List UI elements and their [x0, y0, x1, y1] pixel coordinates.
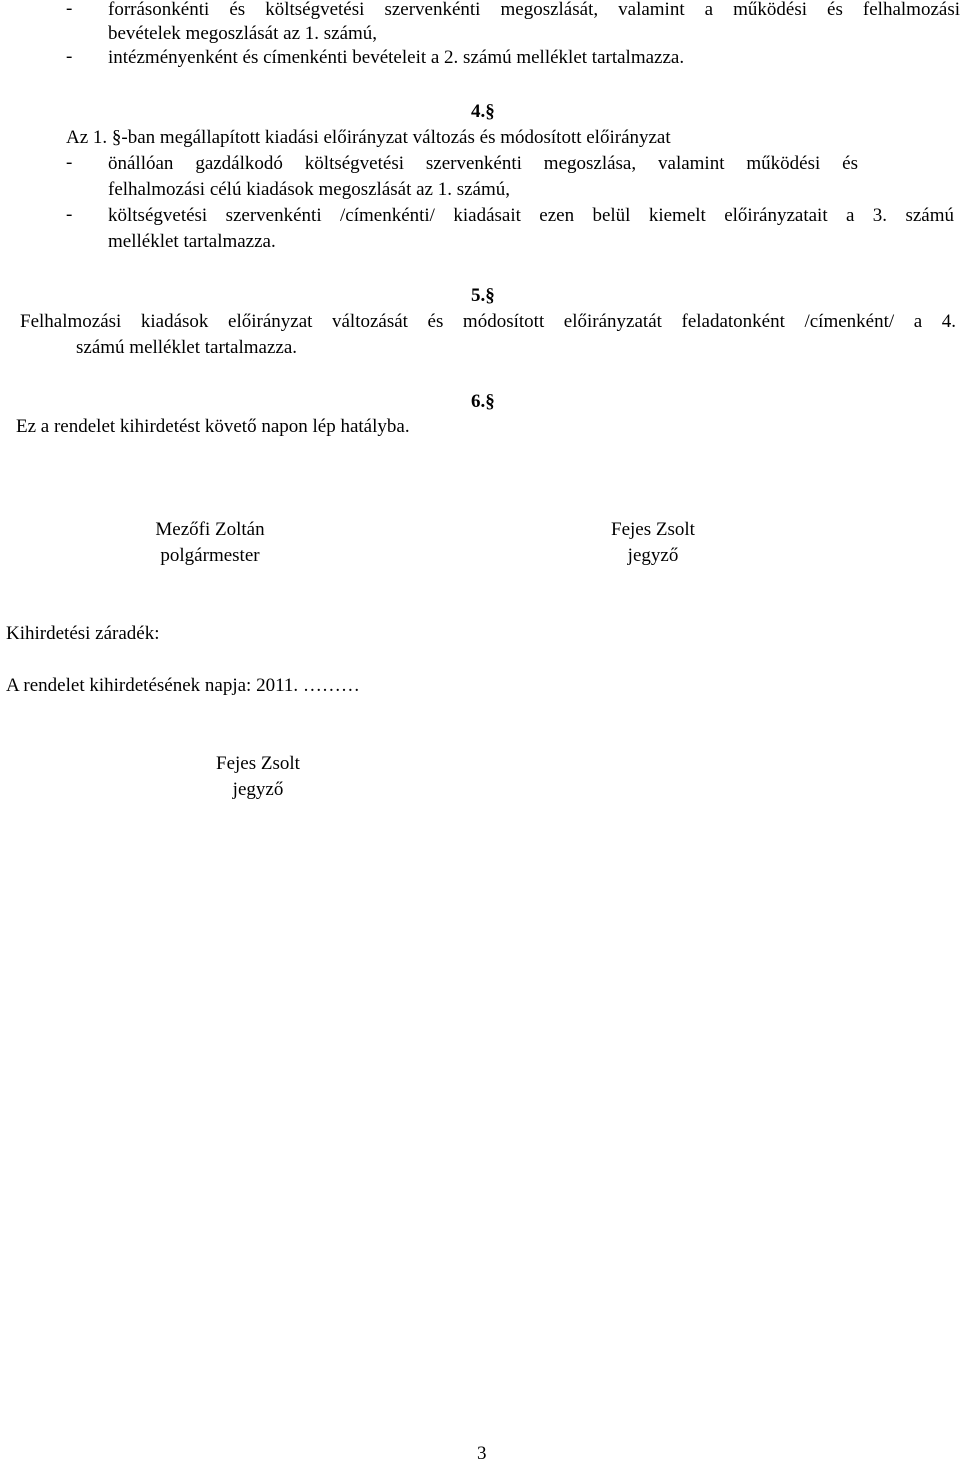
- paragraph-line: [108, 0, 960, 22]
- paragraph-line: felhalmozási célú kiadások megoszlását az 1. számú,: [108, 179, 511, 200]
- section-heading-6: 6.§: [471, 391, 495, 412]
- signer-title: polgármester: [160, 545, 260, 566]
- announcement-title: Kihirdetési záradék:: [6, 623, 160, 644]
- signature-block-mayor: [110, 518, 310, 568]
- list-item-text: önállóan gazdálkodó költségvetési szervenkénti megoszlása, valamint működési és: [108, 153, 858, 174]
- signer-name: Fejes Zsolt: [216, 753, 300, 774]
- paragraph-line: [20, 310, 956, 334]
- list-dash: -: [66, 152, 73, 173]
- paragraph-line: [108, 152, 858, 176]
- signature-block-notary: [553, 518, 753, 568]
- list-item-text: forrásonkénti és költségvetési szervenkénti megoszlását, valamint a működési és felhalmozási: [108, 0, 960, 20]
- paragraph-line: Ez a rendelet kihirdetést követő napon lép hatályba.: [16, 416, 410, 437]
- signer-name: Fejes Zsolt: [611, 519, 695, 540]
- paragraph-line: [108, 204, 954, 228]
- signer-title: jegyző: [232, 779, 284, 800]
- paragraph-line: melléklet tartalmazza.: [108, 231, 276, 252]
- list-dash: -: [66, 46, 73, 67]
- announcement-date-line: A rendelet kihirdetésének napja: 2011. ………: [6, 675, 360, 696]
- list-item-text: intézményenként és címenkénti bevételeit a 2. számú melléklet tartalmazza.: [108, 47, 685, 68]
- signature-block-announcement: [158, 752, 358, 802]
- section-heading-4: 4.§: [471, 101, 495, 122]
- paragraph-text: Felhalmozási kiadások előirányzat változását és módosított előirányzatát feladatonként /címenként/ a 4.: [20, 311, 956, 332]
- section-heading-5: 5.§: [471, 285, 495, 306]
- list-dash: -: [66, 0, 73, 19]
- page-number: 3: [477, 1443, 487, 1464]
- paragraph-line: Az 1. §-ban megállapított kiadási előirányzat változás és módosított előirányzat: [66, 127, 671, 148]
- signer-title: jegyző: [627, 545, 679, 566]
- list-dash: -: [66, 204, 73, 225]
- list-item-text: költségvetési szervenkénti /címenkénti/ kiadásait ezen belül kiemelt előirányzatait a 3. számú: [108, 205, 954, 226]
- paragraph-line: számú melléklet tartalmazza.: [76, 337, 298, 358]
- paragraph-line: bevételek megoszlását az 1. számú,: [108, 23, 378, 44]
- signer-name: Mezőfi Zoltán: [155, 519, 265, 540]
